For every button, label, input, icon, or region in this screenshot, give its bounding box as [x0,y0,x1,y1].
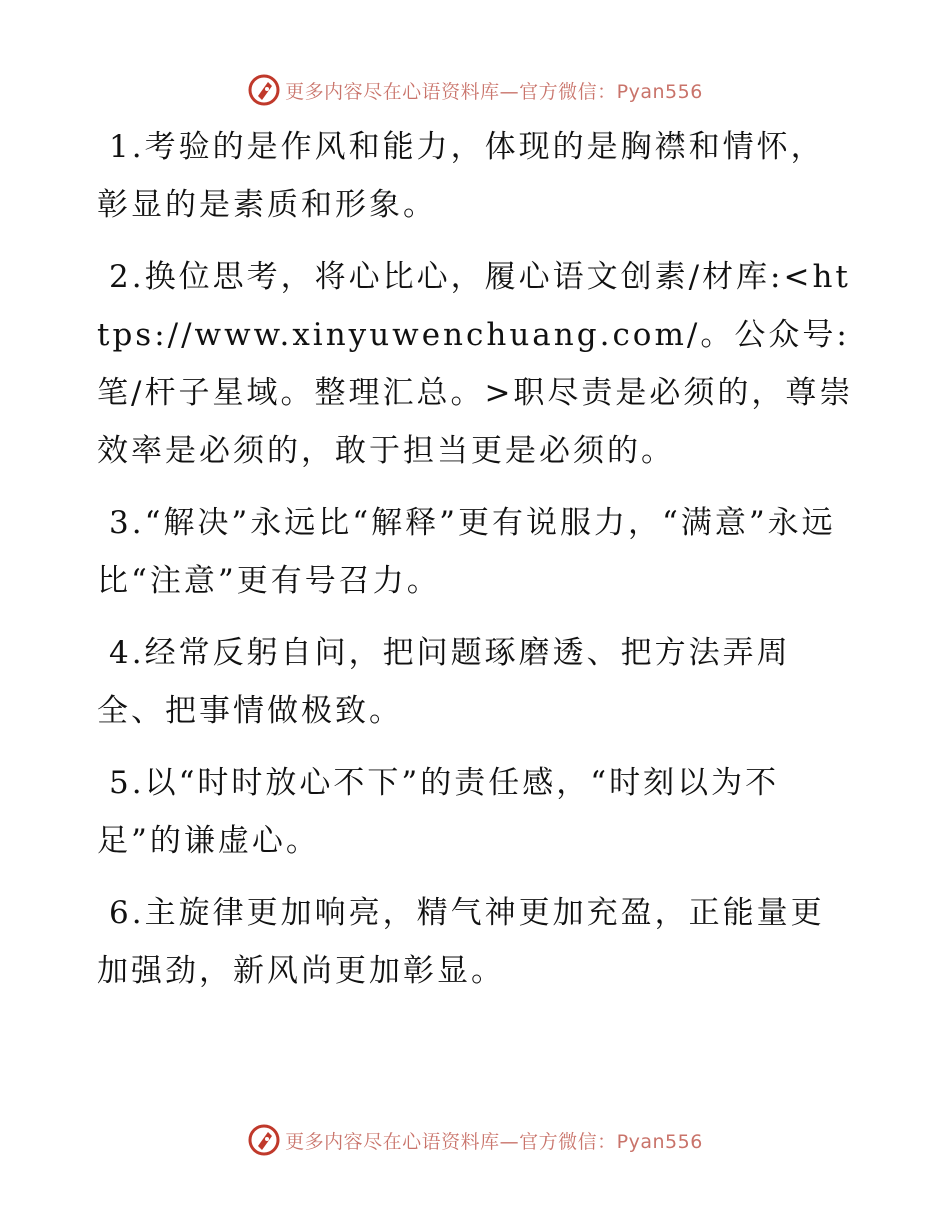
pen-nib-logo-icon [247,73,281,107]
paragraph-1: 1.考验的是作风和能力，体现的是胸襟和情怀，彰显的是素质和形象。 [97,129,825,223]
header-watermark [0,70,950,110]
paragraph-2: 2.换位思考，将心比心，履心语文创素/材库:<https://www.xinyuwenchuang.com/。公众号:笔/杆子星域。整理汇总。>职尽责是必须的，尊崇效率是必须的，敢于担当更是必须的。 [97,259,854,469]
watermark-text: 更多内容尽在心语资料库—官方微信：Pyan556 [285,80,703,103]
paragraph-3: 3.“解决”永远比“解释”更有说服力，“满意”永远比“注意”更有号召力。 [97,505,836,599]
paragraph-6: 6.主旋律更加响亮，精气神更加充盈，正能量更加强劲，新风尚更加彰显。 [97,895,825,989]
paragraph-5: 5.以“时时放心不下”的责任感，“时刻以为不足”的谦虚心。 [97,765,780,859]
footer-watermark [0,1120,950,1160]
pen-nib-logo-icon [247,1123,281,1157]
watermark-text: 更多内容尽在心语资料库—官方微信：Pyan556 [285,1130,703,1153]
paragraph-4: 4.经常反躬自问，把问题琢磨透、把方法弄周全、把事情做极致。 [97,635,791,729]
document-body [97,118,857,1014]
